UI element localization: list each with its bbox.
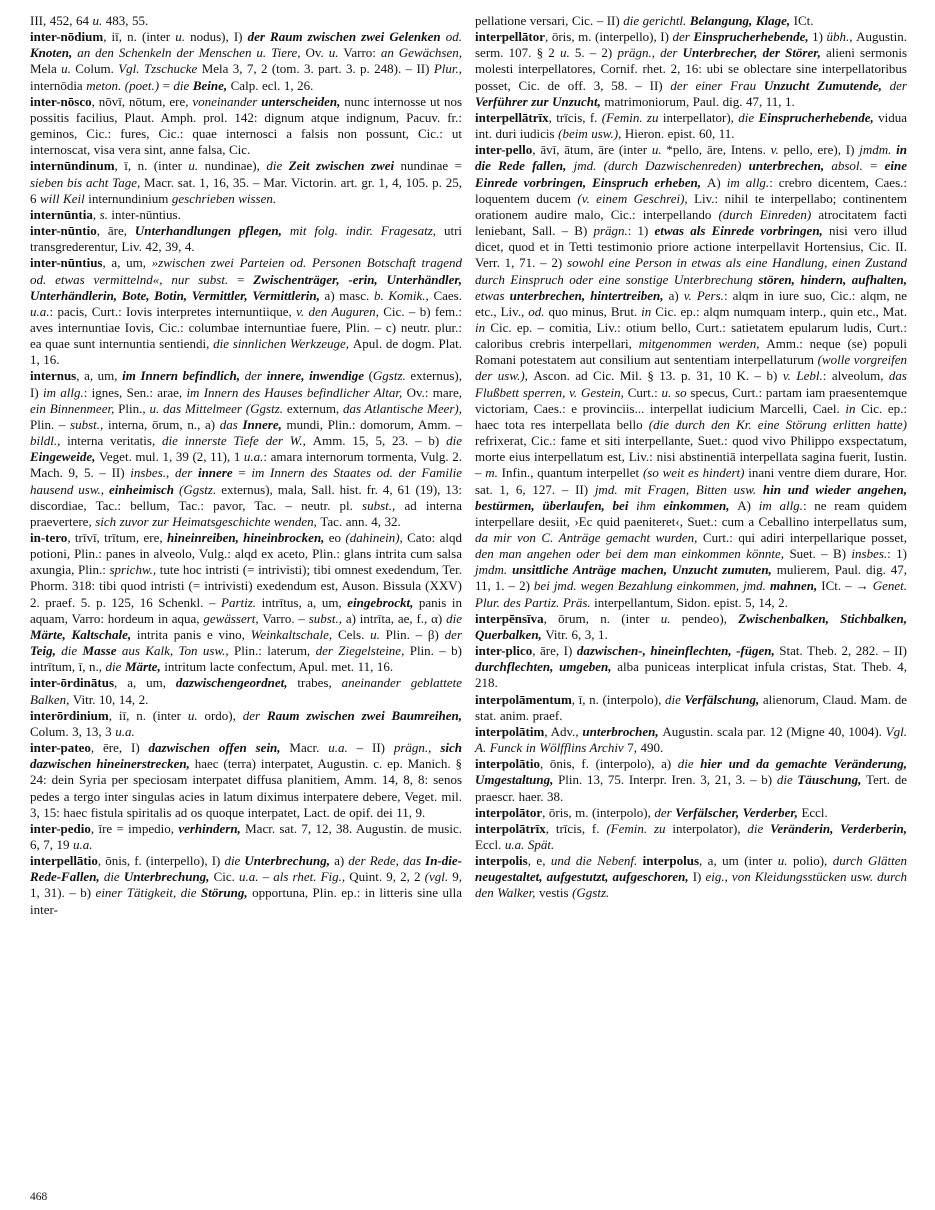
entry-paragraph: internus, a, um, im Innern befindlich, der innere, inwendige (Ggstz. externus), I) im allg.: ignes, Sen.: arae, im Innern des Hauses befindlicher Altar, Ov.: mare, ein Binnenmeer, Plin., u. das Mittelmeer (Ggstz. externum, das Atlantische Meer), Plin. – subst., interna, ōrum, n., a) das Innere, mundi, Plin.: domorum, Amm. – bildl., interna veritatis, die innerste Tiefe der W., Amm. 15, 5, 23. – b) die Eingeweide, Veget. mul. 1, 39 (2, 11), 1 u.a.: amara internorum tormenta, Vulg. 2. Mach. 9, 5. – II) insbes., der innere = im Innern des Staates od. der Familie hausend usw., einheimisch (Ggstz. externus), mala, Sall. hist. fr. 4, 61 (19), 13: discordiae, Tac.: bellum, Tac.: pavor, Tac. – neutr. pl. subst., ad interna praevertere, sich zuvor zur Heimatsgeschichte wenden, Tac. ann. 4, 32. xyxy=(30,368,463,529)
entry-paragraph: interpellātio, ōnis, f. (interpello), I) die Unterbrechung, a) der Rede, das In-die-Rede-Fallen, die Unterbrechung, Cic. u.a. – als rhet. Fig., Quint. 9, 2, 2 (vgl. 9, 1, 31). – b) einer Tätigkeit, die Störung, opportuna, Plin. ep.: in litteris sine ulla inter- xyxy=(30,853,463,917)
entry-paragraph: pellatione versari, Cic. – II) die gerichtl. Belangung, Klage, ICt. xyxy=(475,13,814,28)
entry-paragraph: interpolātim, Adv., unterbrochen, Augustin. scala par. 12 (Migne 40, 1004). Vgl. A. Funck in Wölfflins Archiv 7, 490. xyxy=(475,723,907,756)
dictionary-column-right xyxy=(475,13,907,902)
entry-paragraph: interpolātio, ōnis, f. (interpolo), a) die hier und da gemachte Veränderung, Umgestaltung, Plin. 13, 75. Interpr. Iren. 3, 21, 3. – b) die Täuschung, Tert. de praescr. haer. 38. xyxy=(475,756,907,804)
entry-paragraph: inter-nōsco, nōvī, nōtum, ere, voneinander unterscheiden, nunc internosse ut nos possitis facilius, Plaut. Amph. prol. 142: dignum atque indignum, Pacuv. fr.: geminos, Cic.: fures, Cic.: quae internosci a falsis non possunt, Cic.: ut internoscat, visa vera sint, anne falsa, Cic. xyxy=(30,93,463,158)
entry-paragraph: inter-nūntio, āre, Unterhandlungen pflegen, mit folg. indir. Fragesatz, utri transgrederentur, Liv. 42, 39, 4. xyxy=(30,223,463,255)
entry-paragraph: inter-pateo, ēre, I) dazwischen offen sein, Macr. u.a. – II) prägn., sich dazwischen hineinerstrecken, haec (terra) interpatet, Augustin. c. ep. Manich. § 24: dein Syria per speciosam interpatet diffusa planitiem, Amm. 14, 8, 8: senos pedes a tergo inter singulas acies in latum diximus interpatere debere, Veget. mil. 3, 15: haec fistula spiritalis ad os quoque interpatet, Lact. de opif. dei 11, 9. xyxy=(30,740,462,820)
entry-paragraph: in-tero, trīvī, trītum, ere, hineinreiben, hineinbrocken, eo (dahinein), Cato: alqd potioni, Plin.: panes in alveolo, Vulg.: alqd ex aceto, Plin.: glans intrita cum salsa axungia, Plin.: sprichw., tute hoc intristi (= intrivisti); tibi omnest exedendum, Ter. Phorm. 318: tibi quod intristi (= intrivisti) exedendum est, Auson. Bissula (XXV) 2. praef. 5. p. 125, 16 Schenkl. – Partiz. intrītus, a, um, eingebrockt, panis in aquam, Varro: hordeum in aqua, gewässert, Varro. – subst., a) intrīta, ae, f., α) die Märte, Kaltschale, intrita panis e vino, Weinkaltschale, Cels. u. Plin. – β) der Teig, die Masse aus Kalk, Ton usw., Plin.: laterum, der Ziegelsteine, Plin. – b) intrītum, ī, n., die Märte, intritum lacte confectum, Apul. met. 11, 16. xyxy=(30,530,463,675)
entry-paragraph: interpellātrīx, trīcis, f. (Femin. zu interpellator), die Einsprucherhebende, vidua int. duri iudicis (beim usw.), Hieron. epist. 60, 11. xyxy=(475,109,907,142)
two-column-text-block xyxy=(30,13,907,918)
entry-paragraph: inter-pedio, īre = impedio, verhindern, Macr. sat. 7, 12, 38. Augustin. de music. 6, 7, 19 u.a. xyxy=(30,820,462,852)
entry-paragraph: inter-pello, āvī, ātum, āre (inter u. *pello, āre, Intens. v. pello, ere), I) jmdm. in die Rede fallen, jmd. (durch Dazwischenreden) unterbrechen, absol. = eine Einrede vorbringen, Einspruch erheben, A) im allg.: crebro dicentem, Caes.: loquentem ducem (v. einem Geschrei), Liv.: nihil te interpellabo; continentem orationem audire malo, Cic.: interpellando (durch Einreden) atrocitatem facti leniebant, Sall. – B) prägn.: 1) etwas als Einrede vorbringen, nisi vero illud dicet, quod et in Tetti testimonio priore actione interpellavit Hortensius, Cic. II. Verr. 1, 71. – 2) sowohl eine Person in etwas als eine Handlung, einen Zustand durch Einspruch oder eine sonstige Unterbrechung stören, hindern, aufhalten, etwas unterbrechen, hintertreiben, a) v. Pers.: alqm in iure suo, Cic.: alqm, ne etc., Liv., od. quo minus, Brut. in Cic. ep.: alqm numquam interp., quin etc., Mat. in Cic. ep. – comitia, Liv.: otium bello, Curt.: satietatem epularum ludis, Curt.: caloribus crebris interpellari, mitgenommen werden, Amm.: neque (se) populi Romani potestatem aut consilium aut sententiam interpellaturum (wolle vorgreifen der usw.), Ascon. ad Cic. Mil. § 13. p. 31, 10 K. – b) v. Lebl.: alveolum, das Flußbett sperren, v. Gestein, Curt.: u. so specus, Curt.: partam iam praesentemque victoriam, Caes.: e provinciis... interpellat iudicium Marcelli, Cael. in Cic. ep.: haec tota res interpellata bello (die durch den Kr. eine Störung erlitten hatte) refrixerat, Cic.: fame et siti interpellante, Suet.: quod vivo Philippo exspectatum, morte eius interpellatum est, Liv.: nisi abstinentiā interpellata sagina fuerit, Iustin. – m. Infin., quantum interpellet (so weit es hindert) inani ventre diem durare, Hor. sat. 1, 6, 127. – II) jmd. mit Fragen, Bitten usw. hin und wieder angehen, bestürmen, überlaufen, bei ihm einkommen, A) im allg.: ne ream quidem interpellare desiit, ›Ec quid paeniteret‹, Suet.: cum a Ceballino interpellatus sum, da mir von C. Anträge gemacht wurden, Curt.: qui adiri interpellarique posset, den man angehen oder bei dem man einkommen könnte, Suet. – B) insbes.: 1) jmdm. unsittliche Anträge machen, Unzucht zumuten, mulierem, Paul. dig. 47, 11, 1. – 2) bei jmd. wegen Bezahlung einkommen, jmd. mahnen, ICt. – → Genet. Plur. des Partiz. Präs. interpellantum, Sidon. epist. 5, 14, 2. xyxy=(475,142,908,610)
dictionary-column-left xyxy=(30,13,462,918)
entry-paragraph: interpolātrīx, trīcis, f. (Femin. zu interpolator), die Veränderin, Verderberin, Eccl. u.a. Spät. xyxy=(475,820,907,852)
entry-paragraph: interpolātor, ōris, m. (interpolo), der Verfälscher, Verderber, Eccl. xyxy=(475,804,828,820)
entry-paragraph: interpēnsīva, ōrum, n. (inter u. pendeo), Zwischenbalken, Stichbalken, Querbalken, Vitr. 6, 3, 1. xyxy=(475,610,907,642)
entry-paragraph: interpellātor, ōris, m. (interpello), I) der Einsprucherhebende, 1) übh., Augustin. serm. 107. § 2 u. 5. – 2) prägn., der Unterbrecher, der Störer, alieni sermonis molesti interpellatores, Cornif. rhet. 2, 16: ubi se oblectare sine interpellatoribus posset, Cic. de off. 3, 58. – II) der einer Frau Unzucht Zumutende, der Verführer zur Unzucht, matrimoniorum, Paul. dig. 47, 11, 1. xyxy=(475,29,907,109)
entry-paragraph: internūntia, s. inter-nūntius. xyxy=(30,206,181,222)
entry-paragraph: inter-ōrdinātus, a, um, dazwischengeordnet, trabes, aneinander geblattete Balken, Vitr. 10, 14, 2. xyxy=(30,675,462,707)
entry-paragraph: interpolāmentum, ī, n. (interpolo), die Verfälschung, alienorum, Claud. Mam. de stat. anim. praef. xyxy=(475,691,907,723)
entry-paragraph: inter-nūntius, a, um, »zwischen zwei Parteien od. Personen Botschaft tragend od. etwas vermittelnd«, nur subst. = Zwischenträger, -erin, Unterhändler, Unterhändlerin, Bote, Botin, Vermittler, Vermittlerin, a) masc. b. Komik., Caes. u.a.: pacis, Curt.: Iovis interpretes internuntiique, v. den Auguren, Cic. – b) fem.: aves internuntiae Iovis, Cic.: columbae internuntiae fuere, Plin. – c) neutr. plur.: ea quae sunt internuntia sentiendi, die sinnlichen Werkzeuge, Apul. de dogm. Plat. 1, 16. xyxy=(30,255,463,368)
entry-paragraph: interōrdinium, iī, n. (inter u. ordo), der Raum zwischen zwei Baumreihen, Colum. 3, 13, 3 u.a. xyxy=(30,707,462,739)
entry-paragraph: inter-nōdium, iī, n. (inter u. nodus), I) der Raum zwischen zwei Gelenken od. Knoten, an den Schenkeln der Menschen u. Tiere, Ov. u. Varro: an Gewächsen, Mela u. Colum. Vgl. Tzschucke Mela 3, 7, 2 (tom. 3. part. 3. p. 248). – II) Plur., internōdia meton. (poet.) = die Beine, Calp. ecl. 1, 26. xyxy=(30,29,462,93)
entry-paragraph: inter-plico, āre, I) dazwischen-, hineinflechten, -fügen, Stat. Theb. 2, 282. – II) durchflechten, umgeben, alba puniceas interplicat infula cristas, Stat. Theb. 4, 218. xyxy=(475,643,907,691)
page-number: 468 xyxy=(30,1191,48,1203)
entry-paragraph: interpolis, e, und die Nebenf. interpolus, a, um (inter u. polio), durch Glätten neugestaltet, aufgestutzt, aufgeschoren, I) eig., von Kleidungsstücken usw. durch den Walker, vestis (Ggstz. xyxy=(475,853,907,901)
entry-paragraph: internūndinum, ī, n. (inter u. nundinae), die Zeit zwischen zwei nundinae = sieben bis acht Tage, Macr. sat. 1, 16, 35. – Mar. Victorin. art. gr. 1, 4, 105. p. 25, 6 will Keil internundinium geschrieben wissen. xyxy=(30,158,462,206)
entry-paragraph: III, 452, 64 u. 483, 55. xyxy=(30,13,149,28)
